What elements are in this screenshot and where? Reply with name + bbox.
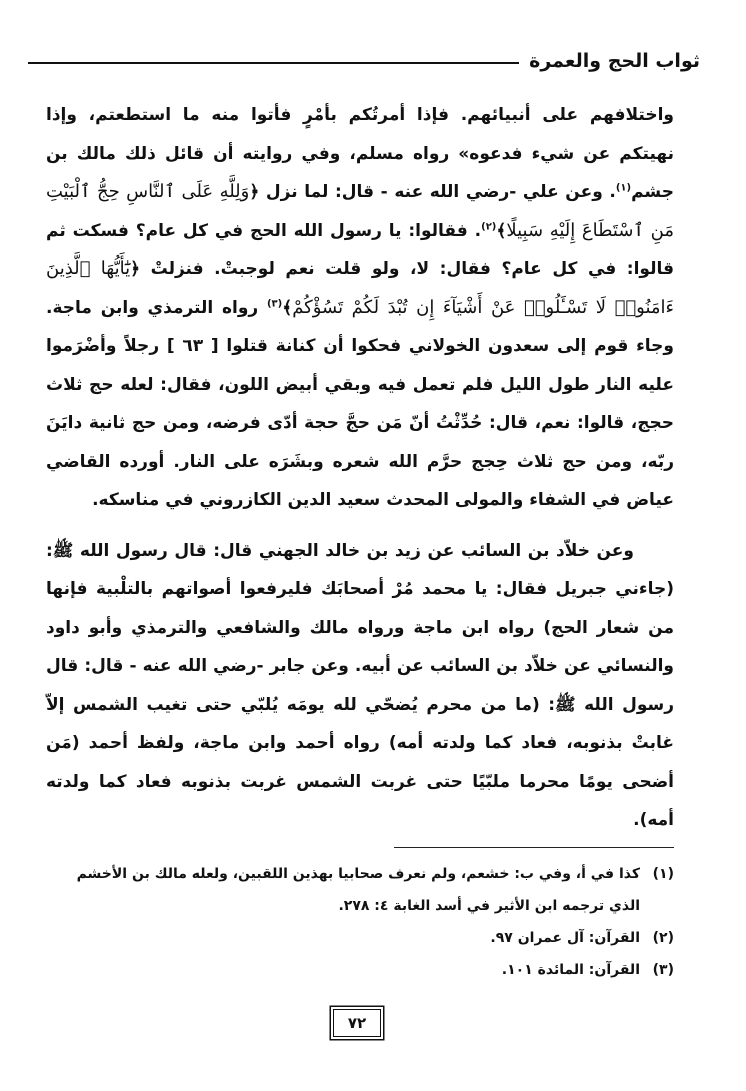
footnote-1-continuation: الذي ترجمه ابن الأثير في أسد الغابة ٤: ٢٧٨. — [338, 898, 640, 914]
paragraph-2: وعن خلاّد بن السائب عن زيد بن خالد الجهني قال: قال رسول الله ﷺ: (جاءني جبريل فقال: يا محمد مُرْ أصحابَك فليرفعوا أصواتهم بالتلْبية فإنها من شعار الحج) رواه ابن ماجة ورواه مالك والشافعي والترمذي وأبو داود والنسائي عن خلاّد بن السائب عن أبيه. وعن جابر -رضي الله عنه - قال: قال رسول الله ﷺ: (ما من محرم يُضحّي لله يومَه يُلبّي حتى تغيب الشمس إلاّ غابتْ بذنوبه، فعاد كما ولدته أمه) رواه أحمد وابن ماجة، ولفظ أحمد (مَن أضحى يومًا محرما ملبّيًا حتى غربت الشمس غربت بذنوبه فعاد كما ولدته أمه). — [46, 540, 674, 830]
p1-text-3: ﴾ — [496, 220, 507, 241]
main-text — [46, 96, 674, 840]
footnotes — [46, 858, 674, 986]
footnote-2 — [46, 922, 674, 954]
p1-text-4: . فقالوا: يا رسول الله الحج في كل عام؟ فسكت ثم قالوا: في كل عام؟ فقال: لا، ولو قلت نعم لوجبتْ. فنزلتْ ﴿ — [46, 220, 674, 279]
footnote-ref-1[interactable]: (١) — [615, 182, 632, 194]
running-header — [28, 44, 700, 78]
footnote-text: كذا في أ، وفي ب: خشعم، ولم نعرف صحابيا بهذين اللقبين، ولعله مالك بن الأخشم — [76, 866, 640, 882]
footnote-3 — [46, 954, 674, 986]
paragraph-1 — [46, 96, 674, 520]
page-number: ٧٢ — [333, 1009, 381, 1037]
footnote-1 — [46, 858, 674, 890]
p1-text-5: ﴾ — [282, 297, 293, 318]
footnote-ref-2[interactable]: (٢) — [481, 220, 497, 232]
footnote-text: القرآن: آل عمران ٩٧. — [490, 930, 640, 946]
p1-text-2: . وعن علي -رضي الله عنه - قال: لما نزل ﴿ — [249, 182, 616, 202]
quran-verse-2: يَٰٓأَيُّهَا ٱلَّذِينَ ءَامَنُوا۟ لَا تَسْـَٔلُوا۟ عَنْ أَشْيَآءَ إِن تُبْدَ لَكُمْ تَسُؤْكُمْ — [46, 258, 675, 318]
footnote-number: (١) — [652, 866, 674, 882]
footnote-number: (٢) — [652, 930, 674, 946]
footnote-text: القرآن: المائدة ١٠١. — [501, 962, 640, 978]
footnote-ref-3[interactable]: (٣) — [266, 297, 283, 309]
footnote-divider — [394, 847, 674, 848]
p1-text-6: رواه الترمذي وابن ماجة. وجاء قوم إلى سعدون الخولاني فحكوا أن كنانة قتلوا [ ٦٣ ] رجلاً وأضْرَموا عليه النار طول الليل فلم تعمل فيه وبقي أبيض اللون، فقال: لعله حج ثلاث حجج، قالوا: نعم، قال: حُدِّثْتُ أنّ مَن حجَّ حجة أدّى فرضه، ومن حج ثانية دايَنَ ربّه، ومن حج ثلاث حِجج حرَّم الله شعره وبشَرَه على النار. أورده القاضي عياض في الشفاء والمولى المحدث سعيد الدين الكازروني في مناسكه. — [46, 297, 674, 510]
quran-verse-1: وَلِلَّهِ عَلَى ٱلنَّاسِ حِجُّ ٱلْبَيْتِ مَنِ ٱسْتَطَاعَ إِلَيْهِ سَبِيلًا — [46, 181, 674, 241]
p1-text-1: واختلافهم على أنبيائهم. فإذا أمرتُكم بأمْرٍ فأتوا منه ما استطعتم، وإذا نهيتكم عن شيء فدعوه» رواه مسلم، وفي روايته أن قائل ذلك مالك بن جشم — [46, 105, 674, 202]
header-rule — [28, 62, 519, 64]
header-title: ثواب الحج والعمرة — [529, 50, 700, 72]
footnote-number: (٣) — [652, 962, 674, 978]
